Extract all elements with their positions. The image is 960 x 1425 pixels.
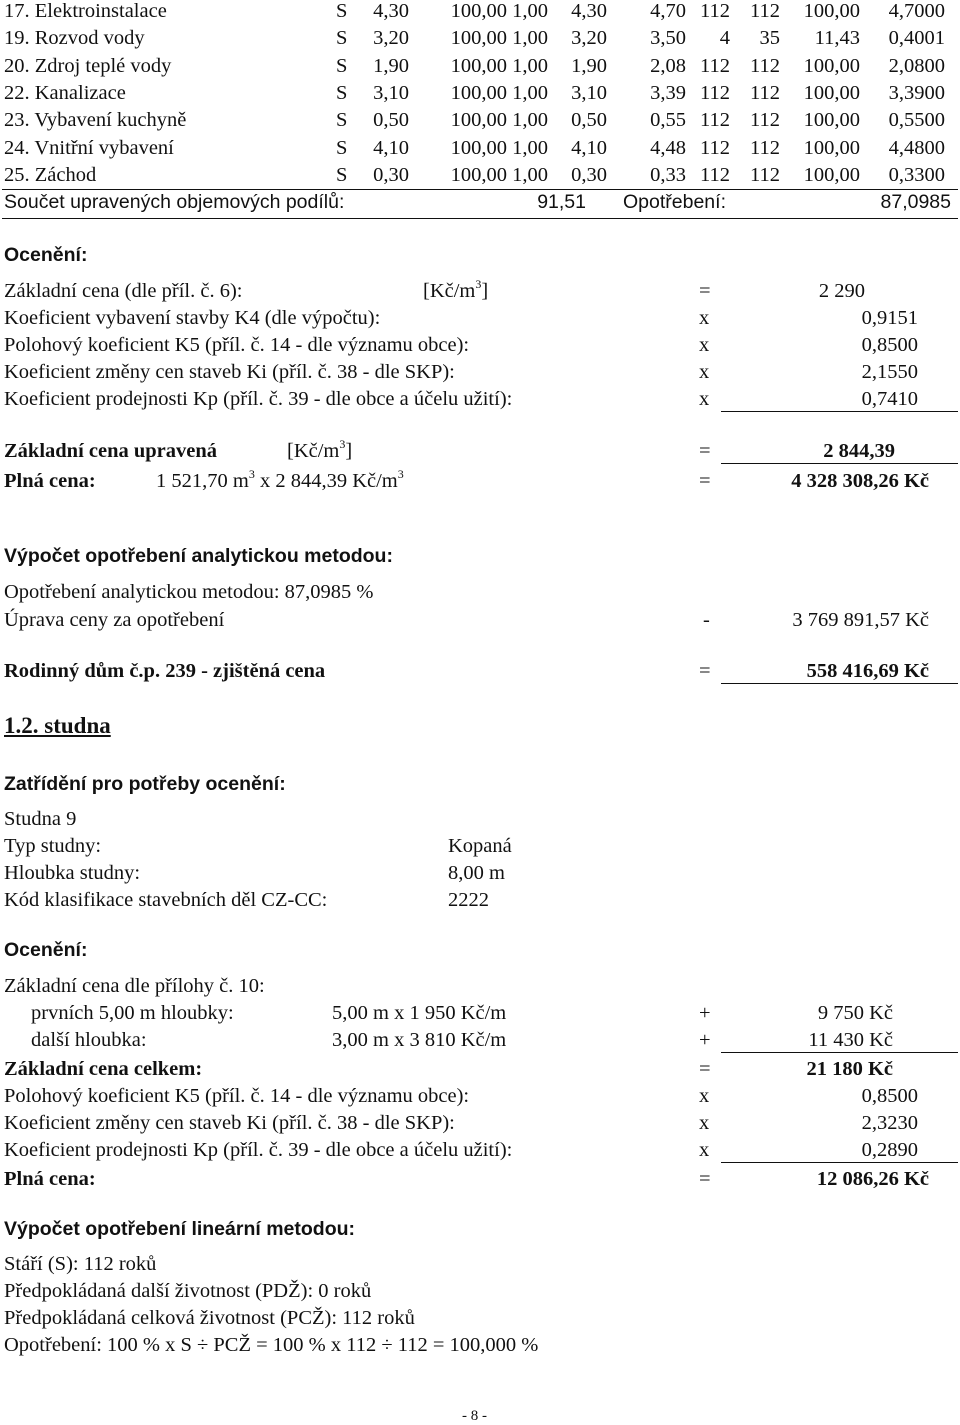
full-price-expression: 1 521,70 $m^3$ x 2 844,39 $Kč/m^3$: [156, 467, 404, 492]
table-sum-separator: [2, 189, 958, 190]
well-k5-value: 0,8500: [861, 1085, 918, 1107]
linear-heading: Výpočet opotřebení lineární metodou:: [4, 1218, 356, 1240]
base-price-label: Základní cena (dle příl. č. 6):: [4, 280, 243, 302]
ki-value: 2,1550: [861, 361, 918, 383]
k4-label: Koeficient vybavení stavby K4 (dle výpočtu):: [4, 307, 381, 329]
oceneni-heading: Ocenění:: [4, 244, 88, 266]
table-cell: 4,48: [650, 136, 686, 159]
table-cell: 100,00: [803, 81, 860, 104]
well-kind-label: Typ studny:: [4, 835, 102, 857]
next-depth-label: další hloubka:: [31, 1029, 147, 1051]
well-total-value: 21 180 Kč: [806, 1058, 893, 1080]
base-price-operator: =: [699, 280, 711, 302]
base-price-unit: $[Kč/m^3]$: [423, 277, 489, 302]
table-cell: S: [336, 163, 348, 186]
adjusted-price-label: Základní cena upravená: [4, 440, 218, 462]
table-cell: 100,00: [803, 54, 860, 77]
table-cell: 4,70: [650, 0, 686, 22]
table-cell: 0,30: [373, 163, 409, 186]
next-depth-calc: 3,00 m x 3 810 Kč/m: [332, 1029, 507, 1051]
table-cell: 4,30: [571, 0, 607, 22]
kp-value: 0,7410: [861, 388, 918, 410]
ki-operator: x: [699, 361, 710, 383]
full-price-label: Plná cena:: [4, 470, 96, 492]
table-cell: 3,10: [571, 81, 607, 104]
table-cell: S: [336, 0, 348, 22]
table-cell: 1,00: [512, 136, 548, 159]
table-cell: 100,00: [803, 0, 860, 22]
table-cell: 0,33: [650, 163, 686, 186]
full-price-operator: =: [699, 470, 711, 492]
table-cell: 4,10: [373, 136, 409, 159]
first-depth-value: 9 750 Kč: [817, 1002, 893, 1024]
table-cell: 112: [750, 81, 780, 104]
well-ki-label: Koeficient změny cen staveb Ki (příl. č. 38 - dle SKP):: [4, 1112, 455, 1134]
first-depth-operator: +: [699, 1002, 711, 1024]
well-oceneni-heading: Ocenění:: [4, 939, 88, 961]
full-price-value: 4 328 308,26 Kč: [791, 470, 929, 492]
next-depth-operator: +: [699, 1029, 711, 1051]
table-row-name: 17. Elektroinstalace: [4, 0, 167, 22]
table-row-name: 19. Rozvod vody: [4, 27, 145, 50]
analytic-heading: Výpočet opotřebení analytickou metodou:: [4, 545, 393, 567]
table-cell: 0,50: [571, 109, 607, 132]
table-cell: 112: [750, 0, 780, 22]
table-cell: 3,39: [650, 81, 686, 104]
house-result-operator: =: [699, 660, 711, 682]
table-cell: 0,4001: [888, 27, 945, 50]
table-cell: 100,00: [450, 0, 507, 22]
k4-value: 0,9151: [861, 307, 918, 329]
table-cell: 112: [700, 109, 730, 132]
kp-operator: x: [699, 388, 710, 410]
table-cell: 112: [700, 0, 730, 22]
adjusted-price-underline: [721, 463, 958, 464]
table-cell: 3,20: [373, 27, 409, 50]
well-full-price-value: 12 086,26 Kč: [816, 1168, 929, 1190]
well-kp-label: Koeficient prodejnosti Kp (příl. č. 39 - dle obce a účelu užití):: [4, 1139, 513, 1161]
table-cell: 112: [700, 163, 730, 186]
table-cell: 1,00: [512, 81, 548, 104]
table-cell: 0,3300: [888, 163, 945, 186]
adjusted-price-unit: $[Kč/m^3]$: [287, 437, 353, 462]
table-cell: 100,00: [450, 163, 507, 186]
wear-adjustment-operator: -: [703, 609, 710, 631]
house-result-value: 558 416,69 Kč: [806, 660, 929, 682]
table-cell: 100,00: [450, 27, 507, 50]
table-cell: 112: [750, 54, 780, 77]
k5-value: 0,8500: [861, 334, 918, 356]
table-cell: 1,00: [512, 0, 548, 22]
table-cell: 3,20: [571, 27, 607, 50]
table-cell: 112: [750, 136, 780, 159]
house-result-underline: [721, 683, 958, 684]
linear-wear-line: Opotřebení: 100 % x S ÷ PCŽ = 100 % x 112 ÷ 112 = 100,000 %: [4, 1334, 539, 1356]
well-base-price-label: Základní cena dle přílohy č. 10:: [4, 975, 265, 997]
kp-underline: [721, 411, 958, 412]
adjusted-price-operator: =: [699, 440, 711, 462]
table-cell: 112: [700, 54, 730, 77]
table-row-name: 22. Kanalizace: [4, 81, 126, 104]
table-cell: 100,00: [803, 136, 860, 159]
well-total-label: Základní cena celkem:: [4, 1058, 203, 1080]
well-full-price-operator: =: [699, 1168, 711, 1190]
table-cell: 100,00: [803, 109, 860, 132]
analytic-wear-line: Opotřebení analytickou metodou: 87,0985 %: [4, 581, 374, 603]
wear-adjustment-label: Úprava ceny za opotřebení: [4, 609, 225, 631]
next-depth-underline: [721, 1052, 958, 1053]
table-cell: 112: [700, 136, 730, 159]
classification-heading: Zatřídění pro potřeby ocenění:: [4, 773, 286, 795]
k5-label: Polohový koeficient K5 (příl. č. 14 - dle významu obce):: [4, 334, 470, 356]
sum-label: Součet upravených objemových podílů:: [4, 191, 345, 213]
table-cell: 11,43: [814, 27, 860, 50]
table-cell: 35: [759, 27, 780, 50]
table-cell: 3,50: [650, 27, 686, 50]
table-cell: S: [336, 54, 348, 77]
table-cell: 4,7000: [888, 0, 945, 22]
wear-value: 87,0985: [880, 191, 951, 213]
well-k5-operator: x: [699, 1085, 710, 1107]
table-row-name: 25. Záchod: [4, 163, 97, 186]
table-cell: S: [336, 27, 348, 50]
well-kp-value: 0,2890: [861, 1139, 918, 1161]
table-cell: 1,00: [512, 109, 548, 132]
well-depth-value: 8,00 m: [448, 862, 505, 884]
table-cell: 1,00: [512, 27, 548, 50]
table-cell: 0,30: [571, 163, 607, 186]
first-depth-label: prvních 5,00 m hloubky:: [31, 1002, 234, 1024]
remaining-life-line: Předpokládaná další životnost (PDŽ): 0 roků: [4, 1280, 372, 1302]
table-cell: 4,30: [373, 0, 409, 22]
table-cell: 100,00: [450, 136, 507, 159]
table-cell: 112: [750, 109, 780, 132]
well-depth-label: Hloubka studny:: [4, 862, 141, 884]
page-number: - 8 -: [462, 1408, 487, 1424]
first-depth-calc: 5,00 m x 1 950 Kč/m: [332, 1002, 507, 1024]
well-kind-value: Kopaná: [448, 835, 512, 857]
table-cell: 112: [700, 81, 730, 104]
sum-value: 91,51: [537, 191, 586, 213]
well-full-price-label: Plná cena:: [4, 1168, 96, 1190]
table-cell: 100,00: [450, 109, 507, 132]
table-cell: 100,00: [450, 54, 507, 77]
k5-operator: x: [699, 334, 710, 356]
table-bottom-line: [2, 218, 958, 219]
well-ki-operator: x: [699, 1112, 710, 1134]
base-price-value: 2 290: [818, 280, 865, 302]
table-cell: 0,55: [650, 109, 686, 132]
well-kp-operator: x: [699, 1139, 710, 1161]
table-cell: 1,00: [512, 163, 548, 186]
well-k5-label: Polohový koeficient K5 (příl. č. 14 - dle významu obce):: [4, 1085, 470, 1107]
table-cell: 2,0800: [888, 54, 945, 77]
table-row-name: 20. Zdroj teplé vody: [4, 54, 172, 77]
ki-label: Koeficient změny cen staveb Ki (příl. č. 38 - dle SKP):: [4, 361, 455, 383]
well-ki-value: 2,3230: [861, 1112, 918, 1134]
table-cell: S: [336, 81, 348, 104]
well-total-operator: =: [699, 1058, 711, 1080]
next-depth-value: 11 430 Kč: [808, 1029, 893, 1051]
wear-label: Opotřebení:: [623, 191, 726, 213]
well-type-line: Studna 9: [4, 808, 77, 830]
table-cell: 112: [750, 163, 780, 186]
table-cell: 100,00: [450, 81, 507, 104]
age-line: Stáří (S): 112 roků: [4, 1253, 157, 1275]
table-cell: 0,5500: [888, 109, 945, 132]
table-cell: S: [336, 109, 348, 132]
table-cell: 4,4800: [888, 136, 945, 159]
table-cell: 3,10: [373, 81, 409, 104]
k4-operator: x: [699, 307, 710, 329]
table-cell: 1,90: [571, 54, 607, 77]
table-cell: 4,10: [571, 136, 607, 159]
table-cell: 4: [719, 27, 730, 50]
table-cell: 0,50: [373, 109, 409, 132]
table-row-name: 23. Vybavení kuchyně: [4, 109, 187, 132]
table-cell: 100,00: [803, 163, 860, 186]
classification-code-value: 2222: [448, 889, 489, 911]
table-cell: 2,08: [650, 54, 686, 77]
table-cell: 3,3900: [888, 81, 945, 104]
total-life-line: Předpokládaná celková životnost (PCŽ): 112 roků: [4, 1307, 415, 1329]
house-result-label: Rodinný dům č.p. 239 - zjištěná cena: [4, 660, 326, 682]
table-cell: 1,00: [512, 54, 548, 77]
table-cell: S: [336, 136, 348, 159]
well-kp-underline: [721, 1162, 958, 1163]
table-cell: 1,90: [373, 54, 409, 77]
classification-code-label: Kód klasifikace stavebních děl CZ-CC:: [4, 889, 328, 911]
adjusted-price-value: 2 844,39: [823, 440, 895, 462]
table-row-name: 24. Vnitřní vybavení: [4, 136, 174, 159]
kp-label: Koeficient prodejnosti Kp (příl. č. 39 - dle obce a účelu užití):: [4, 388, 513, 410]
wear-adjustment-value: 3 769 891,57 Kč: [792, 609, 929, 631]
section-title: 1.2. studna: [4, 713, 111, 738]
